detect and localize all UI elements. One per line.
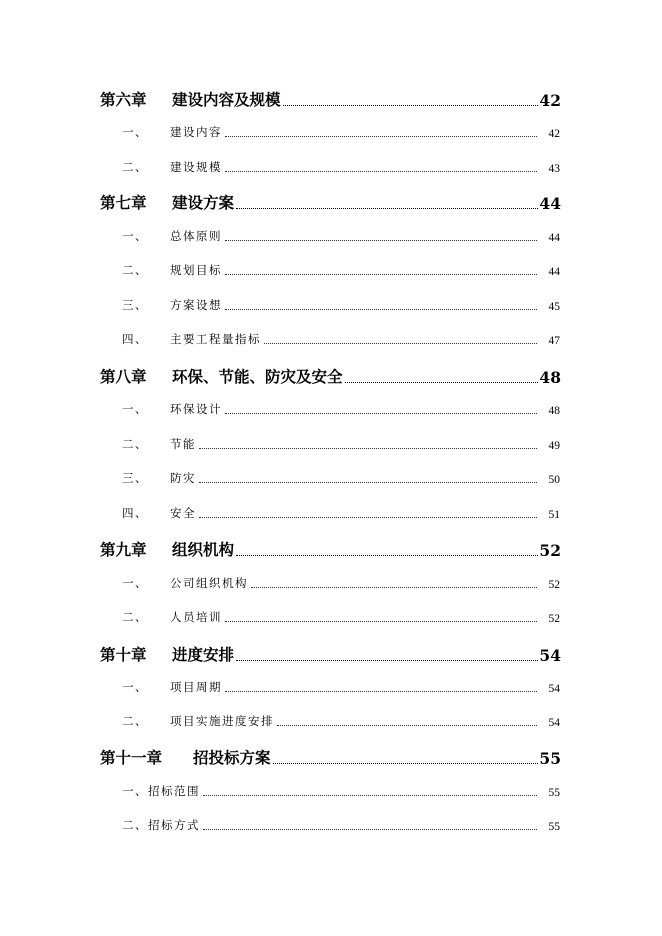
page-number: 54	[539, 646, 561, 665]
section-number: 一、	[122, 402, 148, 416]
toc-section[interactable]	[122, 262, 560, 278]
page-number: 52	[539, 541, 561, 560]
dot-leader	[225, 691, 537, 692]
page-number: 42	[548, 128, 560, 140]
dot-leader	[225, 413, 537, 414]
section-title: 人员培训	[170, 610, 222, 624]
section-title: 方案设想	[170, 298, 222, 312]
section-title: 招标范围	[148, 784, 200, 798]
page-number: 44	[548, 266, 560, 278]
chapter-title: 环保、节能、防灾及安全	[172, 367, 343, 386]
chapter-title: 建设方案	[172, 193, 235, 212]
section-title: 主要工程量指标	[170, 332, 261, 346]
page-number: 48	[539, 368, 561, 387]
section-title: 规划目标	[170, 263, 222, 277]
dot-leader	[225, 274, 537, 275]
chapter-number: 第十一章	[100, 748, 163, 767]
chapter-number: 第九章	[100, 540, 147, 559]
toc-section[interactable]	[122, 817, 560, 833]
dot-leader	[236, 208, 538, 209]
dot-leader	[225, 309, 537, 310]
section-number: 二、	[122, 714, 148, 728]
section-number: 二、	[122, 263, 148, 277]
dot-leader	[236, 660, 538, 661]
section-number: 二、	[122, 437, 148, 451]
toc-section[interactable]	[122, 783, 560, 799]
dot-leader	[277, 725, 537, 726]
section-title: 防灾	[170, 471, 196, 485]
page-number: 49	[548, 440, 560, 452]
page-number: 50	[548, 474, 560, 486]
chapter-number: 第八章	[100, 367, 147, 386]
section-title: 项目周期	[170, 680, 222, 694]
section-title: 项目实施进度安排	[170, 714, 274, 728]
page-number: 44	[539, 194, 561, 213]
section-number: 二、	[122, 160, 148, 174]
section-title: 安全	[170, 506, 196, 520]
toc-section[interactable]	[122, 297, 560, 313]
toc-chapter-9[interactable]	[100, 538, 561, 560]
page-number: 47	[548, 335, 560, 347]
dot-leader	[345, 382, 539, 383]
section-number: 一、	[122, 680, 148, 694]
section-number: 三、	[122, 298, 148, 312]
section-number: 四、	[122, 506, 148, 520]
chapter-title: 进度安排	[172, 645, 235, 664]
dot-leader	[273, 763, 539, 764]
section-title: 建设规模	[170, 160, 222, 174]
page-number: 48	[548, 405, 560, 417]
dot-leader	[283, 105, 539, 106]
dot-leader	[225, 171, 537, 172]
dot-leader	[251, 587, 537, 588]
section-number: 一、	[122, 125, 148, 139]
chapter-title: 建设内容及规模	[172, 90, 281, 109]
toc-chapter-6[interactable]	[100, 88, 561, 110]
toc-section[interactable]	[122, 436, 560, 452]
toc-chapter-7[interactable]	[100, 191, 561, 213]
toc-section[interactable]	[122, 401, 560, 417]
dot-leader	[225, 621, 537, 622]
page-number: 45	[548, 301, 560, 313]
toc-section[interactable]	[122, 505, 560, 521]
toc-section[interactable]	[122, 159, 560, 175]
section-number: 四、	[122, 332, 148, 346]
dot-leader	[199, 517, 537, 518]
page-number: 55	[539, 749, 561, 768]
dot-leader	[199, 448, 537, 449]
dot-leader	[203, 795, 537, 796]
toc-section[interactable]	[122, 679, 560, 695]
page-number: 54	[548, 717, 560, 729]
section-number: 三、	[122, 471, 148, 485]
chapter-number: 第七章	[100, 193, 147, 212]
page-number: 52	[548, 613, 560, 625]
dot-leader	[225, 240, 537, 241]
page-number: 51	[548, 509, 560, 521]
page-number: 52	[548, 579, 560, 591]
toc-section[interactable]	[122, 124, 560, 140]
page-number: 44	[548, 232, 560, 244]
dot-leader	[225, 136, 537, 137]
chapter-title: 组织机构	[172, 540, 235, 559]
page-number: 43	[548, 163, 560, 175]
toc-chapter-10[interactable]	[100, 643, 561, 665]
toc-section[interactable]	[122, 575, 560, 591]
section-title: 环保设计	[170, 402, 222, 416]
page-number: 55	[548, 821, 560, 833]
toc-chapter-11[interactable]	[100, 746, 561, 768]
page-number: 42	[539, 91, 561, 110]
toc-section[interactable]	[122, 713, 560, 729]
section-number: 一、	[122, 784, 148, 798]
section-number: 一、	[122, 576, 148, 590]
toc-section[interactable]	[122, 609, 560, 625]
toc-section[interactable]	[122, 331, 560, 347]
section-title: 建设内容	[170, 125, 222, 139]
dot-leader	[203, 829, 537, 830]
page-number: 55	[548, 787, 560, 799]
dot-leader	[236, 555, 538, 556]
dot-leader	[199, 482, 537, 483]
section-title: 公司组织机构	[170, 576, 248, 590]
page-number: 54	[548, 683, 560, 695]
chapter-title: 招投标方案	[193, 748, 271, 767]
toc-section[interactable]	[122, 470, 560, 486]
chapter-number: 第十章	[100, 645, 147, 664]
toc-chapter-8[interactable]	[100, 365, 561, 387]
section-number: 一、	[122, 229, 148, 243]
chapter-number: 第六章	[100, 90, 147, 109]
dot-leader	[264, 343, 537, 344]
section-number: 二、	[122, 818, 148, 832]
section-number: 二、	[122, 610, 148, 624]
section-title: 招标方式	[148, 818, 200, 832]
section-title: 节能	[170, 437, 196, 451]
toc-section[interactable]	[122, 228, 560, 244]
section-title: 总体原则	[170, 229, 222, 243]
